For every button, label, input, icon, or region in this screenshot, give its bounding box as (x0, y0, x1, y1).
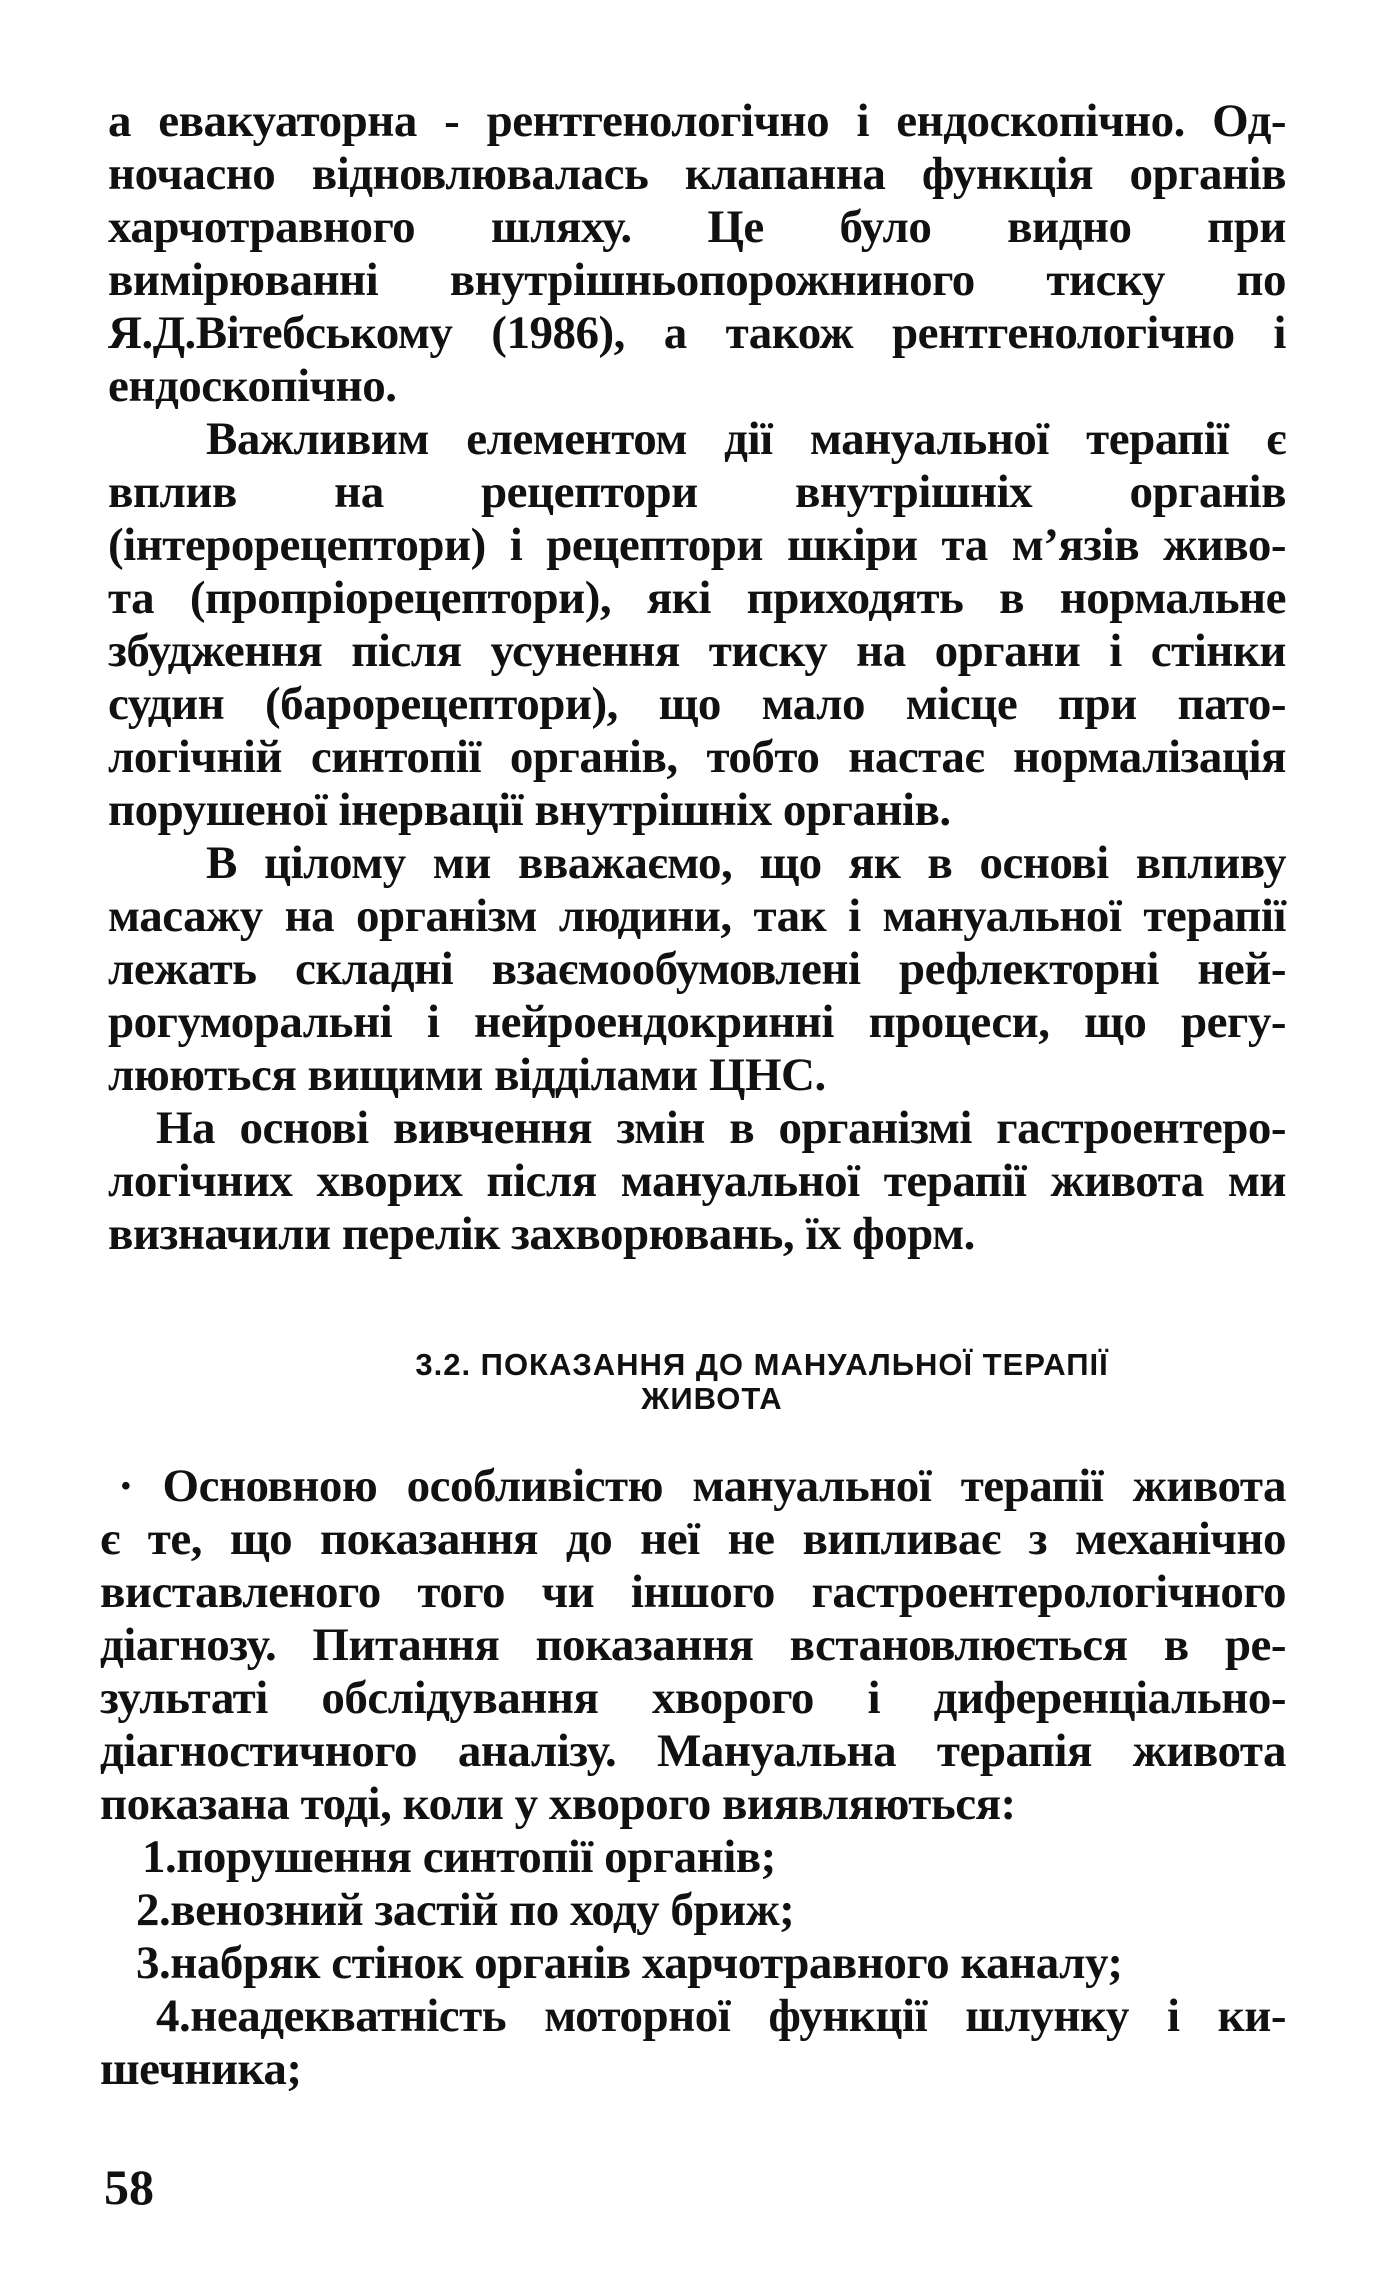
text-line: зультаті обслідування хворого і диференціально- (100, 1672, 1286, 1724)
list-item: 3.набряк стінок органів харчотравного каналу; (136, 1937, 1123, 1989)
text-line: лежать складні взаємообумовлені рефлекторні ней- (108, 943, 1286, 995)
list-item: 1.порушення синтопії органів; (142, 1831, 776, 1883)
indications-list (100, 1831, 1286, 2096)
text-line: логічній синтопії органів, тобто настає нормалізація (108, 731, 1286, 783)
list-item: 2.венозний застій по ходу бриж; (136, 1884, 795, 1936)
paragraph-4 (108, 1102, 1286, 1261)
text-line: визначили перелік захворювань, їх форм. (108, 1208, 975, 1260)
text-line: масажу на організм людини, так і мануальної терапії (108, 890, 1286, 942)
list-item: 4.неадекватність моторної функції шлунку і ки- (156, 1990, 1286, 2042)
text-line: показана тоді, коли у хворого виявляються: (100, 1778, 1016, 1830)
paragraph-1 (108, 95, 1286, 413)
text-line: люються вищими відділами ЦНС. (108, 1049, 826, 1101)
text-line: Я.Д.Вітебському (1986), а також рентгенологічно і (108, 307, 1286, 359)
text-line: логічних хворих після мануальної терапії живота ми (108, 1155, 1286, 1207)
text-line: діагнозу. Питання показання встановлюється в ре- (100, 1619, 1286, 1671)
text-line: Важливим елементом дії мануальної терапії є (206, 413, 1286, 465)
text-line: а евакуаторна - рентгенологічно і ендоскопічно. Од- (108, 95, 1286, 147)
text-line: та (пропріорецептори), які приходять в нормальне (108, 572, 1286, 624)
page-body (108, 95, 1286, 1261)
text-line: вплив на рецептори внутрішніх органів (108, 466, 1286, 518)
text-line: вимірюванні внутрішньопорожниного тиску по (108, 254, 1286, 306)
section-heading (108, 1348, 1286, 1416)
section-body (100, 1460, 1286, 2096)
text-line: ендоскопічно. (108, 360, 397, 412)
text-line: є те, що показання до неї не випливає з механічно (100, 1513, 1286, 1565)
section-intro (100, 1460, 1286, 1831)
text-line: збудження після усунення тиску на органи і стінки (108, 625, 1286, 677)
text-line: · Основною особливістю мануальної терапії живота (118, 1460, 1286, 1512)
text-line: діагностичного аналізу. Мануальна терапія живота (100, 1725, 1286, 1777)
text-line: (інтерорецептори) і рецептори шкіри та м’язів живо- (108, 519, 1286, 571)
page-number: 58 (104, 2159, 154, 2215)
paragraph-2 (108, 413, 1286, 837)
paragraph-3 (108, 837, 1286, 1102)
section-heading-line-2: ЖИВОТА (641, 1381, 783, 1416)
text-line: рогуморальні і нейроендокринні процеси, що регу- (108, 996, 1286, 1048)
list-item: шечника; (100, 2043, 302, 2095)
text-line: В цілому ми вважаємо, що як в основі впливу (206, 837, 1286, 889)
text-line: порушеної інервації внутрішніх органів. (108, 784, 951, 836)
text-line: харчотравного шляху. Це було видно при (108, 201, 1286, 253)
text-line: судин (барорецептори), що мало місце при пато- (108, 678, 1286, 730)
text-line: ночасно відновлювалась клапанна функція органів (108, 148, 1286, 200)
text-line: виставленого того чи іншого гастроентерологічного (100, 1566, 1286, 1618)
text-line: На основі вивчення змін в організмі гастроентеро- (156, 1102, 1286, 1154)
section-heading-line-1: 3.2. ПОКАЗАННЯ ДО МАНУАЛЬНОЇ ТЕРАПІЇ (415, 1347, 1109, 1382)
